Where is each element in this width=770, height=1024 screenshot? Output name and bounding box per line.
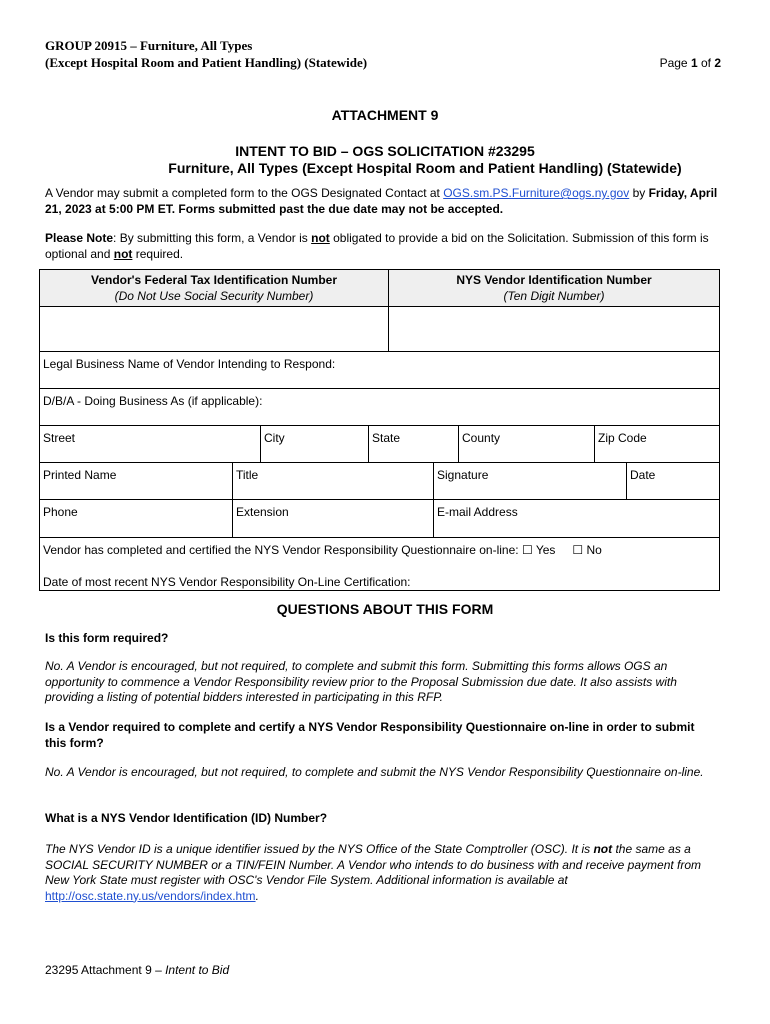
group-line-1: GROUP 20915 – Furniture, All Types <box>45 38 253 53</box>
county-field[interactable] <box>458 425 595 463</box>
fed-tax-input[interactable] <box>39 306 389 352</box>
intro-text-b: by <box>629 186 649 200</box>
email-address-label: E-mail Address <box>437 505 518 519</box>
answer-3-not: not <box>593 842 613 856</box>
street-field[interactable] <box>39 425 261 463</box>
page-total: 2 <box>714 56 721 70</box>
group-line-2: (Except Hospital Room and Patient Handling) (Statewide) <box>45 55 368 70</box>
answer-3-text-c: . <box>255 888 259 903</box>
county-label: County <box>462 431 501 445</box>
intro-paragraph <box>45 186 725 217</box>
due-date-text: Friday, April 21, 2023 at 5:00 PM ET. Forms submitted past the due date may not be accepted. <box>45 186 718 216</box>
question-1: Is this form required? <box>45 631 169 645</box>
note-not-1: not <box>311 231 330 245</box>
questionnaire-section <box>39 537 720 591</box>
zip-field[interactable] <box>594 425 720 463</box>
email-address-field[interactable] <box>433 499 720 538</box>
title-field[interactable] <box>232 462 434 500</box>
questionnaire-row <box>43 542 716 558</box>
title-label: Title <box>236 468 259 482</box>
question-2: Is a Vendor required to complete and certify a NYS Vendor Responsibility Questionnaire on-line in order to submit this form? <box>45 720 695 750</box>
fed-tax-label: Vendor's Federal Tax Identification Number <box>90 273 338 287</box>
city-label: City <box>264 431 285 445</box>
dba-label: D/B/A - Doing Business As (if applicable): <box>43 394 263 408</box>
extension-label: Extension <box>236 505 289 519</box>
checkbox-yes[interactable]: ☐ Yes <box>521 543 556 557</box>
note-text-b: obligated to provide a bid on the Solicitation. Submission of this form is optional and <box>45 231 709 261</box>
intro-text-a: A Vendor may submit a completed form to the OGS Designated Contact at <box>45 186 444 200</box>
city-field[interactable] <box>260 425 369 463</box>
extension-field[interactable] <box>232 499 434 538</box>
signature-field[interactable] <box>433 462 627 500</box>
nys-id-header <box>388 269 720 307</box>
question-3: What is a NYS Vendor Identification (ID) Number? <box>45 811 328 825</box>
date-label: Date <box>630 468 656 482</box>
note-text-c: required. <box>132 246 184 261</box>
nys-id-input[interactable] <box>388 306 720 352</box>
zip-label: Zip Code <box>598 431 647 445</box>
fed-tax-header <box>39 269 389 307</box>
answer-3-text-b: the same as a SOCIAL SECURITY NUMBER or a TIN/FEIN Number. A Vendor who intends to do business with and receive payment from New York State must register with OSC's Vendor File System. Additional information is available at <box>45 842 702 887</box>
footer <box>45 963 229 977</box>
footer-doc-name: Intent to Bid <box>165 963 230 977</box>
phone-field[interactable] <box>39 499 233 538</box>
note-text-a: : By submitting this form, a Vendor is <box>113 231 312 245</box>
signature-label: Signature <box>437 468 489 482</box>
state-field[interactable] <box>368 425 459 463</box>
faq-heading: QUESTIONS ABOUT THIS FORM <box>276 601 494 617</box>
fed-tax-sub: (Do Not Use Social Security Number) <box>114 289 314 303</box>
printed-name-field[interactable] <box>39 462 233 500</box>
document-subtitle: Furniture, All Types (Except Hospital Room and Patient Handling) (Statewide) <box>168 160 682 176</box>
page-indicator <box>660 56 721 70</box>
note-paragraph <box>45 231 725 262</box>
cert-date-label: Date of most recent NYS Vendor Responsibility On-Line Certification: <box>43 575 411 589</box>
checkbox-no[interactable]: ☐ No <box>572 543 602 557</box>
page-of: of <box>697 56 715 70</box>
intent-title: INTENT TO BID – OGS SOLICITATION #23295 <box>235 143 535 159</box>
answer-2: No. A Vendor is encouraged, but not required, to complete and submit the NYS Vendor Responsibility Questionnaire on-line. <box>45 765 704 779</box>
legal-name-label: Legal Business Name of Vendor Intending to Respond: <box>43 357 336 371</box>
answer-3 <box>45 842 723 904</box>
questionnaire-label: Vendor has completed and certified the NYS Vendor Responsibility Questionnaire on-line: <box>43 543 522 557</box>
footer-doc-id: 23295 Attachment 9 – <box>45 963 166 977</box>
page-number: 1 <box>690 56 698 70</box>
nys-id-label: NYS Vendor Identification Number <box>456 273 652 287</box>
date-field[interactable] <box>626 462 720 500</box>
printed-name-label: Printed Name <box>43 468 117 482</box>
answer-1: No. A Vendor is encouraged, but not required, to complete and submit this form. Submitting this forms allows OGS an opportunity to commence a Vendor Responsibility review prior to the Proposal Submission due date. It also assists with providing a listing of potential bidders interested in participating in this RFP. <box>45 659 677 704</box>
note-not-2: not <box>113 246 133 261</box>
nys-id-sub: (Ten Digit Number) <box>503 289 605 303</box>
page-prefix: Page <box>659 56 691 70</box>
street-label: Street <box>43 431 76 445</box>
legal-name-field[interactable] <box>39 351 720 389</box>
attachment-title: ATTACHMENT 9 <box>331 107 439 123</box>
answer-3-text-a: The NYS Vendor ID is a unique identifier issued by the NYS Office of the State Comptroller (OSC). It is <box>45 842 594 856</box>
phone-label: Phone <box>43 505 78 519</box>
ogs-email-link[interactable]: OGS.sm.PS.Furniture@ogs.ny.gov <box>443 186 630 200</box>
dba-field[interactable] <box>39 388 720 426</box>
state-label: State <box>372 431 401 445</box>
osc-vendors-link[interactable]: http://osc.state.ny.us/vendors/index.htm <box>45 888 256 903</box>
note-label: Please Note <box>45 231 114 245</box>
